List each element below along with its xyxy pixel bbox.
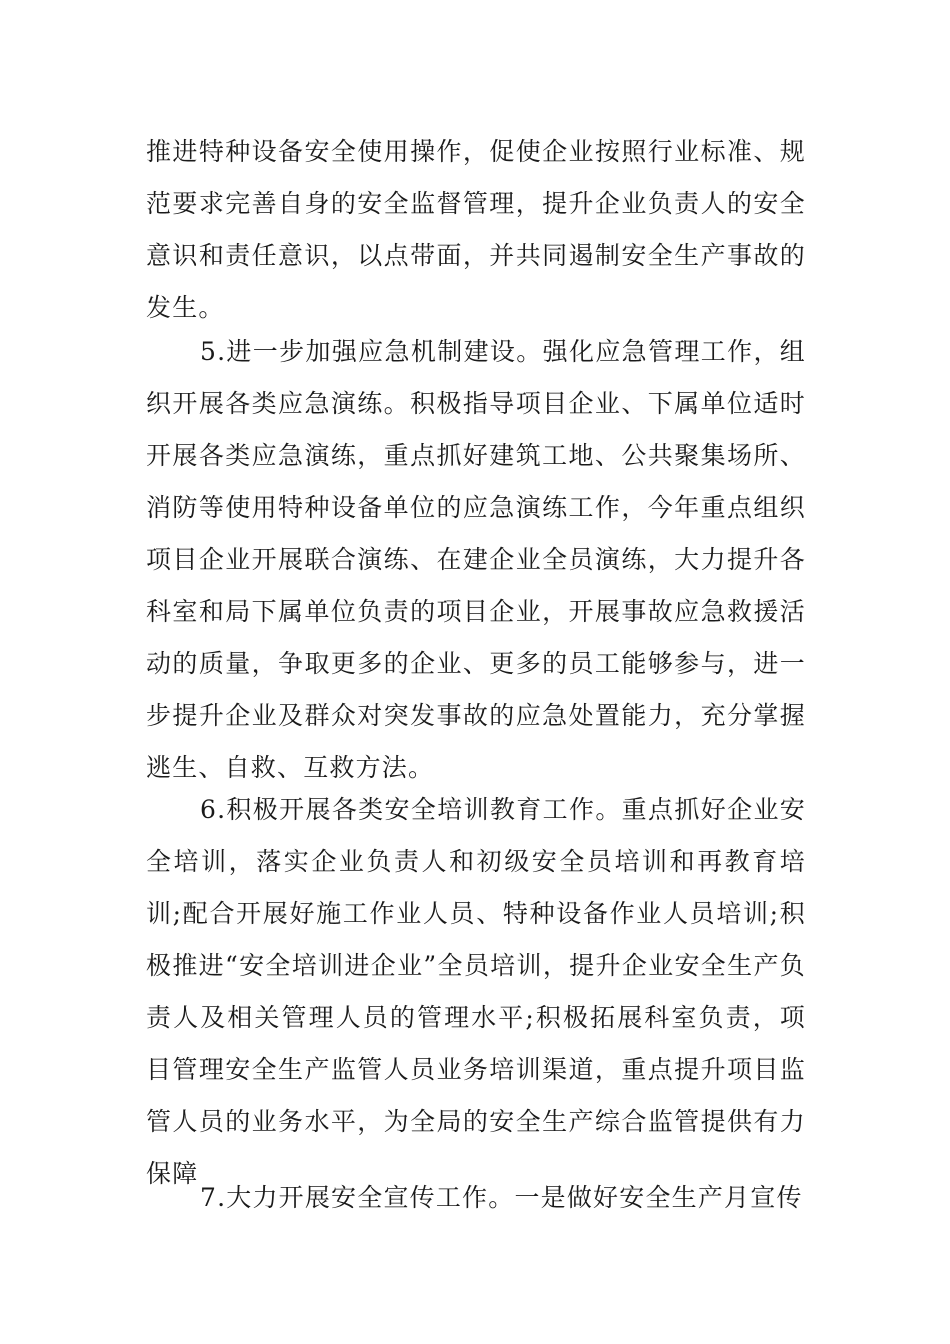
paragraph-item-5: 5.进一步加强应急机制建设。强化应急管理工作，组织开展各类应急演练。积极指导项目企业、下属单位适时开展各类应急演练，重点抓好建筑工地、公共聚集场所、消防等使用特种设备单位的应急演练工作，今年重点组织项目企业开展联合演练、在建企业全员演练，大力提升各科室和局下属单位负责的项目企业，开展事故应急救援活动的质量，争取更多的企业、更多的员工能够参与，进一步提升企业及群众对突发事故的应急处置能力，充分掌握逃生、自救、互救方法。 (146, 337, 806, 782)
paragraph-item-6: 6.积极开展各类安全培训教育工作。重点抓好企业安全培训，落实企业负责人和初级安全员培训和再教育培训;配合开展好施工作业人员、特种设备作业人员培训;积极推进“安全培训进企业”全员培训，提升企业安全生产负责人及相关管理人员的管理水平;积极拓展科室负责，项目管理安全生产监管人员业务培训渠道，重点提升项目监管人员的业务水平，为全局的安全生产综合监管提供有力保障 (146, 795, 806, 1188)
paragraph-item-7: 7.大力开展安全宣传工作。一是做好安全生产月宣传 (200, 1183, 803, 1212)
paragraph-continuation: 推进特种设备安全使用操作，促使企业按照行业标准、规范要求完善自身的安全监督管理，提升企业负责人的安全意识和责任意识，以点带面，并共同遏制安全生产事故的发生。 (146, 137, 806, 322)
